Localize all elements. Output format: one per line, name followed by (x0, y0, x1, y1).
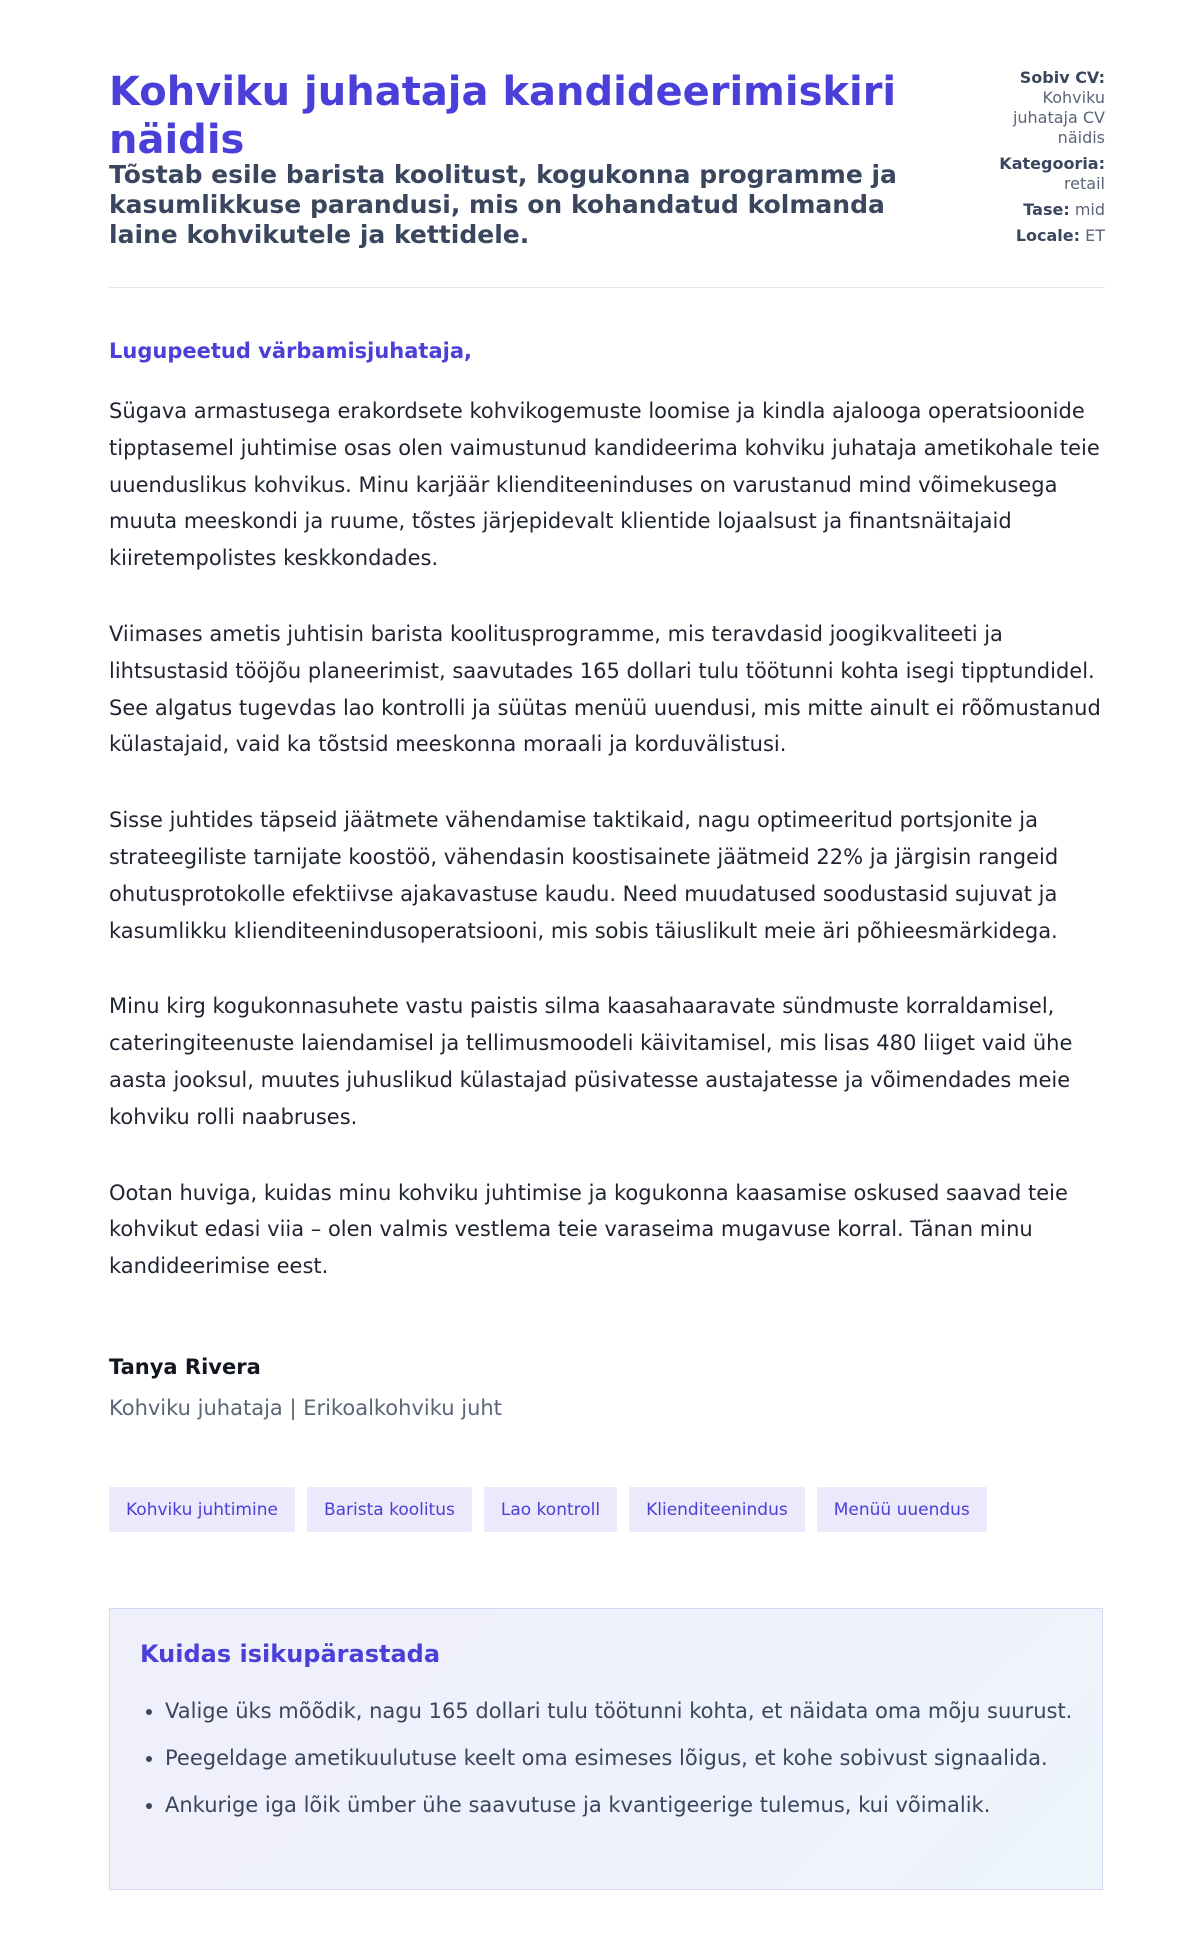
letter-paragraph: Sisse juhtides täpseid jäätmete vähendamise taktikaid, nagu optimeeritud portsjonite ja strateegiliste tarnijate koostöö, vähendasin koostisainete jäätmeid 22% ja järgisin rangeid ohutusprotokolle efektiivse ajakavastuse kaudu. Need muudatused soodustasid sujuvat ja kasumlikku klienditeenindusoperatsiooni, mis sobis täiuslikult meie äri põhieesmärkidega. (109, 808, 1059, 943)
meta-cv-label: Sobiv CV: (1019, 68, 1105, 87)
tips-title: Kuidas isikupärastada (140, 1640, 441, 1668)
meta-panel (975, 68, 1105, 252)
skill-tags (109, 1487, 987, 1532)
skill-tag: Kohviku juhtimine (109, 1487, 295, 1532)
tip-item: • Ankurige iga lõik ümber ühe saavutuse ja kvantigeerige tulemus, kui võimalik. (165, 1787, 1095, 1824)
skill-tag: Klienditeenindus (629, 1487, 805, 1532)
header-divider (109, 287, 1105, 288)
meta-category (975, 154, 1105, 194)
page-subtitle: Tõstab esile barista koolitust, kogukonna programme ja kasumlikkuse parandusi, mis on kohandatud kolmanda laine kohvikutele ja kettidele. (109, 160, 897, 249)
signature-role: Kohviku juhataja | Erikoalkohviku juht (109, 1396, 502, 1420)
tip-item: • Valige üks mõõdik, nagu 165 dollari tulu töötunni kohta, et näidata oma mõju suurust. (165, 1693, 1095, 1730)
page-title: Kohviku juhataja kandideerimiskiri näidis (109, 69, 897, 163)
letter-greeting: Lugupeetud värbamisjuhataja, (109, 339, 472, 363)
personalization-tips-box (109, 1608, 1103, 1890)
skill-tag: Barista koolitus (307, 1487, 472, 1532)
meta-locale (975, 226, 1105, 246)
signature-name: Tanya Rivera (109, 1355, 261, 1379)
meta-category-label: Kategooria: (999, 154, 1105, 173)
tips-list (140, 1693, 1095, 1833)
meta-level-value: mid (1074, 200, 1105, 219)
page-header (109, 68, 1105, 288)
meta-level (975, 200, 1105, 220)
meta-cv-value: Kohviku juhataja CV näidis (1012, 88, 1105, 147)
letter-paragraph: Ootan huviga, kuidas minu kohviku juhtimise ja kogukonna kaasamise oskused saavad teie kohvikut edasi viia – olen valmis vestlema teie varaseima mugavuse korral. Tänan minu kandideerimise eest. (109, 1180, 1068, 1279)
tip-item: • Peegeldage ametikuulutuse keelt oma esimeses lõigus, et kohe sobivust signaalida. (165, 1740, 1095, 1777)
meta-locale-value: ET (1085, 226, 1105, 245)
meta-level-label: Tase: (1023, 200, 1070, 219)
meta-category-value: retail (1063, 174, 1105, 193)
meta-locale-label: Locale: (1015, 226, 1081, 245)
letter-paragraph: Sügava armastusega erakordsete kohvikogemuste loomise ja kindla ajalooga operatsioonide tipptasemel juhtimise osas olen vaimustunud kandideerima kohviku juhataja ametikohale teie uuenduslikus kohvikus. Minu karjäär klienditeeninduses on varustanud mind võimekusega muuta meeskondi ja ruume, tõstes järjepidevalt klientide lojaalsust ja finantsnäitajaid kiiretempolistes keskkondades. (109, 399, 1100, 571)
letter-paragraph: Minu kirg kogukonnasuhete vastu paistis silma kaasahaaravate sündmuste korraldamisel, cateringiteenuste laiendamisel ja tellimusmoodeli käivitamisel, mis lisas 480 liiget vaid ühe aasta jooksul, muutes juhuslikud külastajad püsivatesse austajatesse ja võimendades meie kohviku rolli naabruses. (109, 994, 1073, 1129)
skill-tag: Menüü uuendus (817, 1487, 987, 1532)
skill-tag: Lao kontroll (484, 1487, 617, 1532)
meta-cv (975, 68, 1105, 148)
letter-body (109, 393, 1109, 1324)
letter-paragraph: Viimases ametis juhtisin barista koolitusprogramme, mis teravdasid joogikvaliteeti ja lihtsustasid tööjõu planeerimist, saavutades 165 dollari tulu töötunni kohta isegi tipptundidel. See algatus tugevdas lao kontrolli ja süütas menüü uuendusi, mis mitte ainult ei rõõmustanud külastajaid, vaid ka tõstsid meeskonna moraali ja korduvälistusi. (109, 621, 1101, 757)
